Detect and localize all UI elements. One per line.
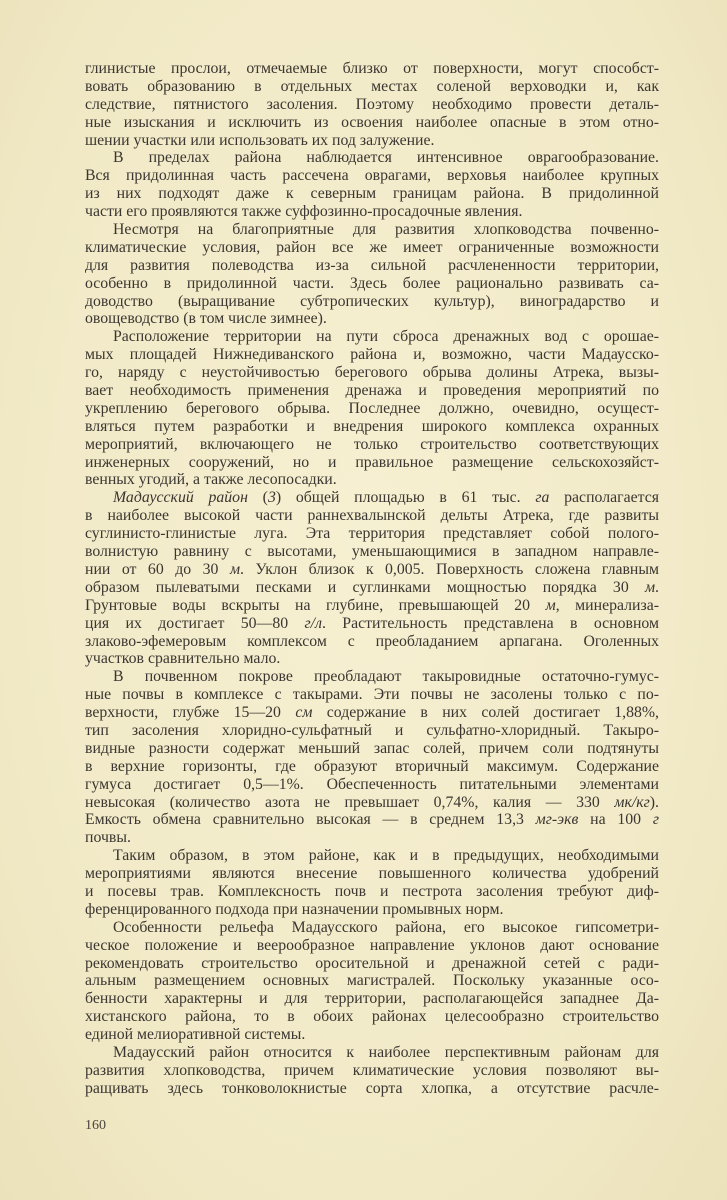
text-line	[85, 525, 659, 543]
text-segment: из них подходят даже к северным границам района. В придолинной	[85, 185, 659, 203]
text-line	[85, 829, 659, 847]
text-line	[85, 722, 659, 740]
text-line	[85, 865, 659, 883]
text-line	[85, 990, 659, 1008]
text-segment: Расположение территории на пути сброса дренажных вод с орошае-	[113, 328, 659, 346]
body-text	[85, 60, 659, 1098]
italic-text: 3	[267, 489, 276, 507]
text-line	[85, 436, 659, 454]
text-segment: овощеводство (в том числе зимнее).	[85, 310, 327, 328]
paragraph	[85, 328, 659, 489]
text-segment: тип засоления хлоридно-сульфатный и сульфатно-хлоридный. Такыро-	[85, 721, 659, 739]
text-segment: рекомендовать строительство оросительной и дренажной сетей с ради-	[85, 954, 659, 972]
text-line	[85, 543, 659, 561]
text-line	[85, 633, 659, 651]
text-line	[85, 471, 659, 489]
page-number: 160	[85, 1118, 106, 1133]
text-line	[85, 364, 659, 382]
italic-text: мк/кг	[614, 793, 650, 811]
text-line	[85, 704, 659, 722]
text-segment: развития хлопководства, причем климатические условия позволяют вы-	[85, 1061, 659, 1079]
text-line	[85, 293, 659, 311]
italic-text: Мадаусский район	[113, 489, 248, 507]
text-segment: инженерных сооружений, но и правильное размещение сельскохозяйст-	[85, 453, 659, 471]
text-line	[85, 400, 659, 418]
text-line	[85, 937, 659, 955]
text-segment: для развития полеводства из-за сильной расчлененности территории,	[85, 256, 659, 274]
paragraph	[85, 489, 659, 668]
text-line	[85, 776, 659, 794]
text-segment: бенности характерны и для территории, располагающейся западнее Да-	[85, 990, 659, 1008]
text-segment: мероприятий, включающего не только строительство соответствующих	[85, 435, 659, 453]
text-line	[85, 847, 659, 865]
text-line	[85, 149, 659, 167]
text-line	[85, 239, 659, 257]
text-segment: вляться путем разработки и внедрения широкого комплекса охранных	[85, 417, 659, 435]
text-segment: Емкость обмена сравнительно высокая — в среднем 13,3	[85, 811, 536, 829]
paragraph	[85, 149, 659, 221]
italic-text: м	[644, 578, 656, 596]
text-line	[85, 597, 659, 615]
text-line	[85, 883, 659, 901]
italic-text: мг-экв	[535, 811, 579, 829]
text-segment: мероприятиями являются внесение повышенного количества удобрений	[85, 865, 659, 883]
text-line	[85, 382, 659, 400]
italic-text: м	[545, 596, 556, 614]
text-segment: (	[247, 489, 268, 507]
text-line	[85, 955, 659, 973]
paragraph	[85, 221, 659, 328]
text-segment: в наиболее высокой части раннехвалынской дельты Атрека, где развиты	[85, 507, 659, 525]
text-line	[85, 454, 659, 472]
text-line	[85, 1044, 659, 1062]
text-segment: части его проявляются также суффозинно-просадочные явления.	[85, 203, 523, 221]
text-segment: на 100	[578, 811, 653, 829]
text-line	[85, 257, 659, 275]
paragraph	[85, 60, 659, 149]
text-segment: содержание в них солей достигает 1,88%,	[312, 704, 659, 722]
text-segment: Особенности рельефа Мадаусского района, его высокое гипсометри-	[113, 918, 659, 936]
text-segment: хистанского района, то в обоих районах целесообразно строительство	[85, 1008, 659, 1026]
text-line	[85, 507, 659, 525]
text-segment: Несмотря на благоприятные для развития хлопководства почвенно-	[113, 221, 659, 239]
paragraph	[85, 847, 659, 919]
text-line	[85, 78, 659, 96]
text-line	[85, 96, 659, 114]
text-line	[85, 114, 659, 132]
text-line	[85, 561, 659, 579]
text-segment: невысокая (количество азота не превышает 0,74%, калия — 330	[85, 793, 615, 811]
text-line	[85, 650, 659, 668]
text-segment: видные разности содержат меньший запас солей, причем соли подтянуты	[85, 739, 659, 757]
text-line	[85, 132, 659, 150]
text-segment: го, наряду с неустойчивостью берегового обрыва долины Атрека, вызы-	[85, 364, 659, 382]
text-segment: венных угодий, а также лесопосадки.	[85, 471, 337, 489]
text-line	[85, 686, 659, 704]
text-line	[85, 1008, 659, 1026]
text-segment: ные изыскания и исключить из освоения наиболее опасные в этом отно-	[85, 113, 659, 131]
text-line	[85, 972, 659, 990]
text-segment: единой мелиоративной системы.	[85, 1026, 306, 1044]
text-segment: ) общей площадью в 61 тыс.	[275, 489, 536, 507]
text-segment: В пределах района наблюдается интенсивное оврагообразование.	[113, 149, 659, 167]
text-segment: Мадаусский район относится к наиболее перспективным районам для	[113, 1043, 659, 1061]
paragraph	[85, 668, 659, 847]
text-line	[85, 811, 659, 829]
text-segment: нии от 60 до 30	[85, 560, 230, 578]
text-segment: ческое положение и веерообразное направление уклонов дают основание	[85, 936, 659, 954]
text-segment: климатические условия, район все же имеет ограниченные возможности	[85, 238, 659, 256]
text-segment: Вся придолинная часть рассечена оврагами, верховья наиболее крупных	[85, 167, 659, 185]
text-line	[85, 919, 659, 937]
text-segment: ференцированного подхода при назначении промывных норм.	[85, 900, 504, 918]
text-segment: вовать образованию в отдельных местах соленой верховодки и, как	[85, 77, 659, 95]
text-segment: В почвенном покрове преобладают такыровидные остаточно-гумус-	[113, 668, 659, 686]
text-line	[85, 167, 659, 185]
text-line	[85, 203, 659, 221]
paragraph	[85, 1044, 659, 1098]
text-segment: доводство (выращивание субтропических культур), виноградарство и	[85, 292, 659, 310]
text-segment: . Растительность представлена в основном	[321, 614, 659, 632]
text-line	[85, 1080, 659, 1098]
text-segment: ные почвы в комплексе с такырами. Эти почвы не засолены только с по-	[85, 686, 659, 704]
text-segment: особенно в придолинной части. Здесь более рационально развивать са-	[85, 274, 659, 292]
text-line	[85, 901, 659, 919]
italic-text: см	[295, 704, 313, 722]
text-line	[85, 275, 659, 293]
text-segment: гумуса достигает 0,5—1%. Обеспеченность питательными элементами	[85, 775, 659, 793]
text-line	[85, 1062, 659, 1080]
text-line	[85, 615, 659, 633]
text-line	[85, 579, 659, 597]
text-segment: глинистые прослои, отмечаемые близко от поверхности, могут способст-	[85, 60, 659, 77]
text-segment: Таким образом, в этом районе, как и в предыдущих, необходимыми	[113, 847, 659, 865]
text-line	[85, 310, 659, 328]
text-line	[85, 740, 659, 758]
text-segment: участков сравнительно мало.	[85, 650, 281, 668]
text-segment: располагается	[549, 489, 659, 507]
text-line	[85, 60, 659, 78]
text-line	[85, 758, 659, 776]
text-line	[85, 346, 659, 364]
italic-text: м	[229, 560, 241, 578]
text-segment: . Уклон близок к 0,005. Поверхность сложена главным	[240, 560, 659, 578]
italic-text: г	[652, 811, 659, 829]
text-segment: волнистую равнину с высотами, уменьшающимися в западном направле-	[85, 543, 659, 561]
text-segment: суглинисто-глинистые луга. Эта территория представляет собой полого-	[85, 525, 659, 543]
text-segment: следствие, пятнистого засоления. Поэтому необходимо провести деталь-	[85, 95, 659, 113]
text-segment: , минерализа-	[555, 596, 659, 614]
text-segment: Грунтовые воды вскрыты на глубине, превышающей 20	[85, 596, 546, 614]
italic-text: га	[535, 489, 550, 507]
text-segment: злаково-эфемеровым комплексом с преобладанием арпагана. Оголенных	[85, 632, 659, 650]
text-segment: укреплению берегового обрыва. Последнее должно, очевидно, осущест-	[85, 399, 659, 417]
italic-text: г/л	[304, 614, 322, 632]
text-line	[85, 221, 659, 239]
text-segment: вает необходимость применения дренажа и проведения мероприятий по	[85, 382, 659, 400]
text-line	[85, 668, 659, 686]
text-segment: мых площадей Нижнедиванского района и, возможно, части Мадаусско-	[85, 346, 659, 364]
text-segment: и посевы трав. Комплексность почв и пестрота засоления требуют диф-	[85, 882, 659, 900]
text-segment: почвы.	[85, 829, 131, 847]
text-segment: ращивать здесь тонковолокнистые сорта хлопка, а отсутствие расчле-	[85, 1079, 659, 1097]
text-line	[85, 489, 659, 507]
text-segment: верхности, глубже 15—20	[85, 704, 296, 722]
text-line	[85, 1026, 659, 1044]
text-segment: в верхние горизонты, где образуют вторичный максимум. Содержание	[85, 757, 659, 775]
text-segment: образом пылеватыми песками и суглинками мощностью порядка 30	[85, 578, 645, 596]
text-line	[85, 328, 659, 346]
text-line	[85, 418, 659, 436]
text-segment: ция их достигает 50—80	[85, 614, 305, 632]
text-segment: шении участки или использовать их под залужение.	[85, 131, 435, 149]
text-line	[85, 185, 659, 203]
text-segment: альным размещением основных магистралей. Поскольку указанные осо-	[85, 972, 659, 990]
text-segment: ).	[649, 793, 659, 811]
text-segment: .	[655, 578, 659, 596]
text-line	[85, 794, 659, 812]
paragraph	[85, 919, 659, 1044]
